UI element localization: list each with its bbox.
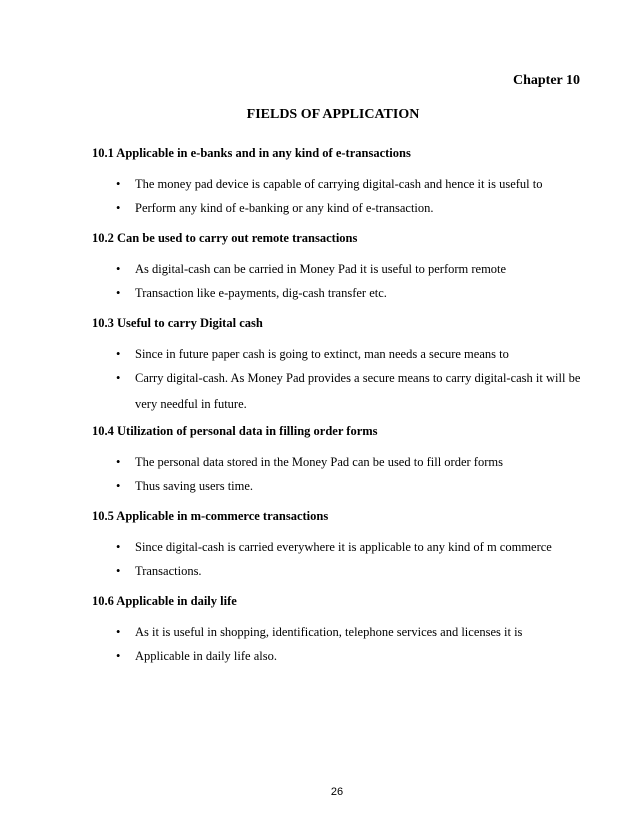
bullet-text: Applicable in daily life also. bbox=[135, 649, 277, 663]
bullet-text: As it is useful in shopping, identification, telephone services and licenses it is bbox=[135, 625, 523, 639]
bullet-icon: • bbox=[116, 347, 121, 361]
bullet-icon: • bbox=[116, 201, 121, 215]
bullet-icon: • bbox=[116, 262, 121, 276]
bullet-text: Since digital-cash is carried everywhere it is applicable to any kind of m commerce bbox=[135, 540, 552, 554]
bullet-icon: • bbox=[116, 540, 121, 554]
bullet-text: The money pad device is capable of carrying digital-cash and hence it is useful to bbox=[135, 177, 543, 191]
page-number: 26 bbox=[330, 786, 344, 798]
bullet-icon: • bbox=[116, 371, 121, 385]
bullet-icon: • bbox=[116, 479, 121, 493]
bullet-icon: • bbox=[116, 286, 121, 300]
bullet-text: Carry digital-cash. As Money Pad provides a secure means to carry digital-cash it will be very needful in future. bbox=[135, 371, 581, 411]
bullet-text: The personal data stored in the Money Pad can be used to fill order forms bbox=[135, 455, 503, 469]
bullet-text: Thus saving users time. bbox=[135, 479, 254, 493]
bullet-icon: • bbox=[116, 649, 121, 663]
page-title: FIELDS OF APPLICATION bbox=[246, 107, 420, 122]
section-heading-10-3: 10.3 Useful to carry Digital cash bbox=[92, 316, 263, 330]
bullet-icon: • bbox=[116, 564, 121, 578]
section-heading-10-1: 10.1 Applicable in e-banks and in any kind of e-transactions bbox=[92, 146, 411, 160]
bullet-icon: • bbox=[116, 455, 121, 469]
section-heading-10-6: 10.6 Applicable in daily life bbox=[92, 594, 237, 608]
bullet-text: Transaction like e-payments, dig-cash transfer etc. bbox=[135, 286, 387, 300]
bullet-text: Perform any kind of e-banking or any kind of e-transaction. bbox=[135, 201, 434, 215]
bullet-icon: • bbox=[116, 625, 121, 639]
bullet-text: Transactions. bbox=[135, 564, 202, 578]
bullet-icon: • bbox=[116, 177, 121, 191]
section-heading-10-5: 10.5 Applicable in m-commerce transactions bbox=[92, 509, 329, 523]
chapter-label: Chapter 10 bbox=[512, 73, 580, 88]
section-heading-10-4: 10.4 Utilization of personal data in filling order forms bbox=[92, 424, 378, 438]
bullet-text: As digital-cash can be carried in Money Pad it is useful to perform remote bbox=[135, 262, 507, 276]
section-heading-10-2: 10.2 Can be used to carry out remote transactions bbox=[92, 231, 358, 245]
bullet-text: Since in future paper cash is going to extinct, man needs a secure means to bbox=[135, 347, 509, 361]
